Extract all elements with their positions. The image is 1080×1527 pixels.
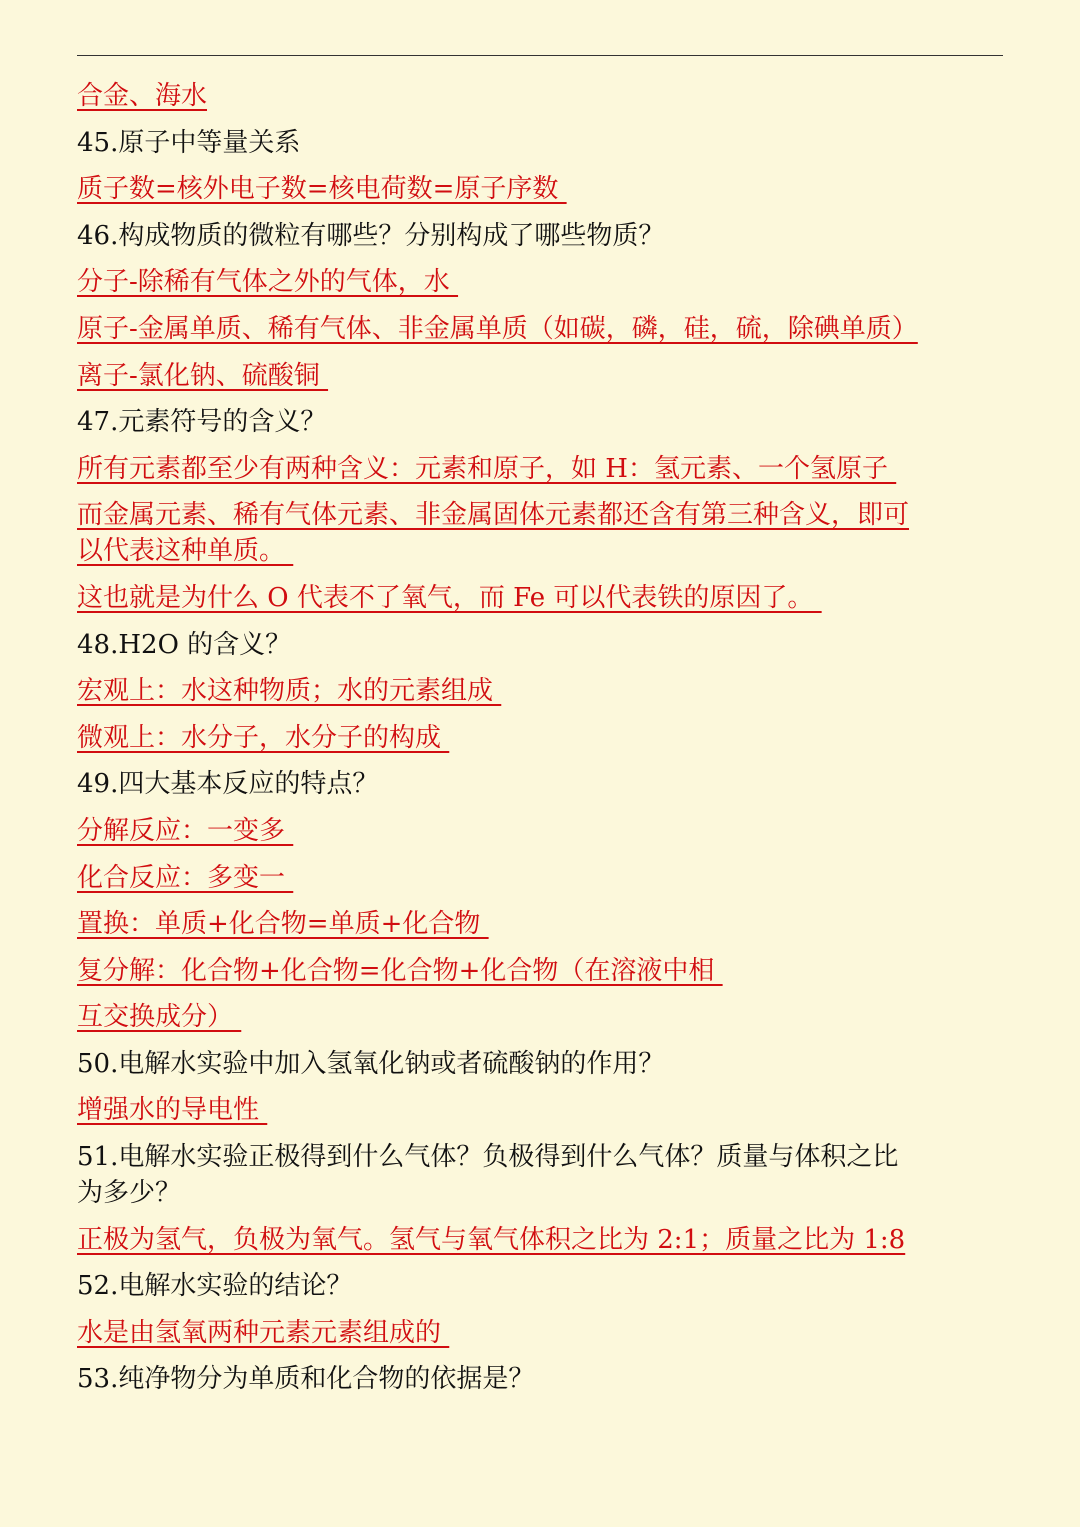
question-47: 47.元素符号的含义？ — [77, 407, 327, 438]
answer-line: 水是由氢氧两种元素元素组成的 — [77, 1317, 450, 1348]
top-rule — [77, 55, 1003, 56]
question-53: 53.纯净物分为单质和化合物的依据是？ — [77, 1364, 535, 1395]
answer-line: 微观上：水分子，水分子的构成 — [77, 722, 450, 753]
answer-line: 宏观上：水这种物质；水的元素组成 — [77, 676, 502, 707]
question-52: 52.电解水实验的结论？ — [77, 1271, 353, 1302]
question-51: 51.电解水实验正极得到什么气体？负极得到什么气体？质量与体积之比 — [77, 1142, 899, 1173]
question-51-cont: 为多少？ — [77, 1178, 182, 1209]
answer-line: 置换：单质+化合物=单质+化合物 — [77, 909, 489, 940]
question-50: 50.电解水实验中加入氢氧化钠或者硫酸钠的作用？ — [77, 1048, 665, 1079]
answer-line: 以代表这种单质。 — [77, 536, 294, 567]
answer-line: 质子数=核外电子数=核电荷数=原子序数 — [77, 174, 567, 205]
answer-line: 而金属元素、稀有气体元素、非金属固体元素都还含有第三种含义，即可 — [77, 500, 910, 531]
document-body — [77, 78, 1007, 1408]
answer-line: 复分解：化合物+化合物=化合物+化合物（在溶液中相 — [77, 955, 723, 986]
answer-line: 互交换成分） — [77, 1002, 242, 1033]
question-49: 49.四大基本反应的特点？ — [77, 769, 379, 800]
question-46: 46.构成物质的微粒有哪些？分别构成了哪些物质？ — [77, 220, 665, 251]
answer-line: 化合反应：多变一 — [77, 862, 294, 893]
answer-line: 离子-氯化钠、硫酸铜 — [77, 360, 329, 391]
answer-line: 这也就是为什么 O 代表不了氧气，而 Fe 可以代表铁的原因了。 — [77, 582, 822, 613]
answer-line: 原子-金属单质、稀有气体、非金属单质（如碳，磷，硅，硫，除碘单质） — [77, 313, 918, 344]
question-48: 48.H2O 的含义？ — [77, 629, 292, 660]
answer-line: 增强水的导电性 — [77, 1095, 268, 1126]
question-45: 45.原子中等量关系 — [77, 127, 301, 158]
answer-line: 分子-除稀有气体之外的气体，水 — [77, 267, 459, 298]
answer-line: 正极为氢气，负极为氧气。氢气与氧气体积之比为 2:1；质量之比为 1:8 — [77, 1224, 906, 1255]
answer-line: 合金、海水 — [77, 81, 208, 111]
answer-line: 所有元素都至少有两种含义：元素和原子，如 H：氢元素、一个氢原子 — [77, 453, 897, 484]
answer-line: 分解反应：一变多 — [77, 815, 294, 846]
